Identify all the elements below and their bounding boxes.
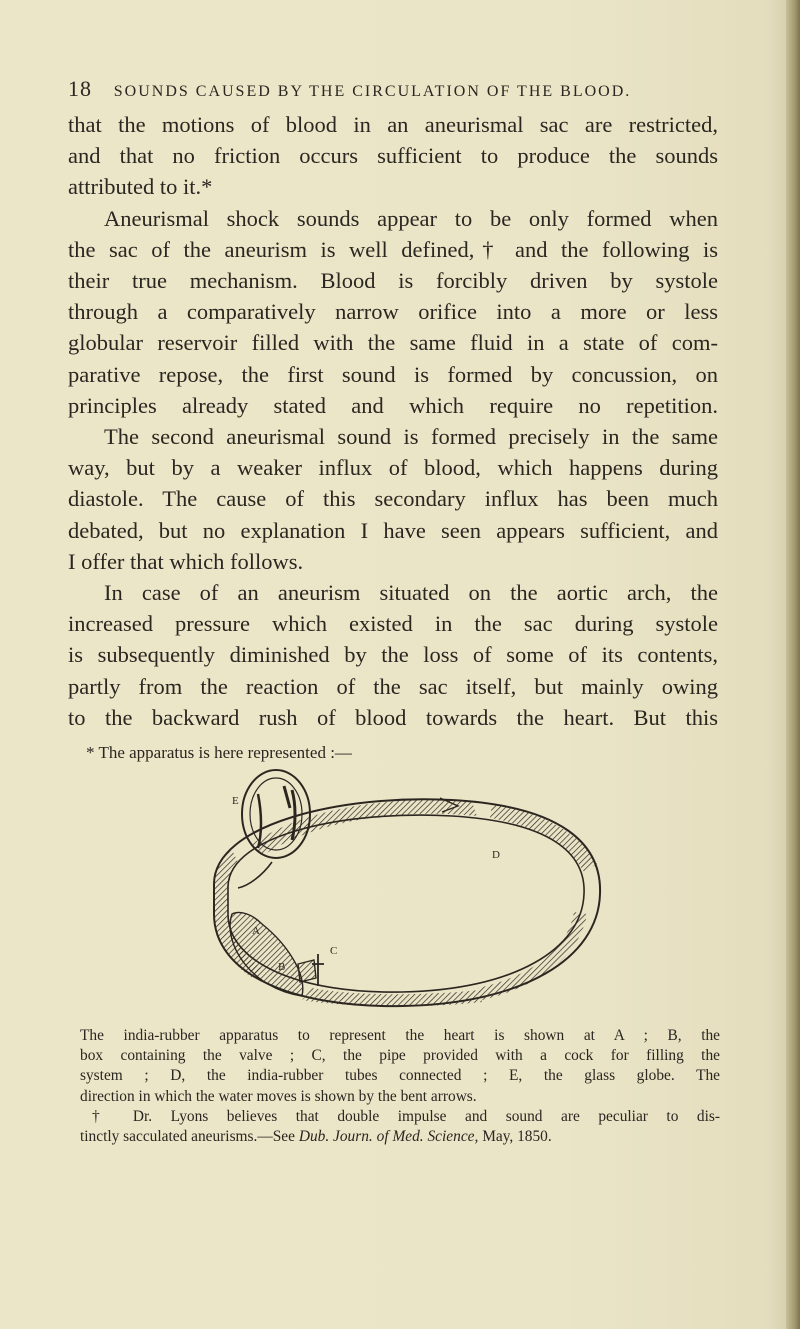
heart-apparatus (230, 912, 303, 996)
body-line: attributed to it.* (68, 174, 213, 200)
body-line: partly from the reaction of the sac itself, but mainly owing (68, 673, 718, 699)
body-line: principles already stated and which require no repetition. (68, 392, 718, 418)
body-line: way, but by a weaker influx of blood, which happens during (68, 455, 718, 481)
figure-label: E (232, 795, 239, 807)
body-line: their true mechanism. Blood is forcibly driven by systole (68, 268, 718, 294)
body-line: through a comparatively narrow orifice into a more or less (68, 299, 718, 325)
caption-line: direction in which the water moves is shown by the bent arrows. (80, 1087, 477, 1105)
body-line: I offer that which follows. (68, 548, 304, 574)
figure-label: C (330, 945, 338, 957)
footnote-text: tinctly sacculated aneurisms.—See (80, 1128, 299, 1146)
figure-label: D (492, 849, 500, 861)
body-line: and that no friction occurs sufficient to produce the sounds (68, 143, 718, 169)
footnote-line: † Dr. Lyons believes that double impulse and sound are peculiar to dis- (92, 1108, 720, 1125)
body-line: Aneurismal shock sounds appear to be only formed when (104, 205, 718, 231)
body-line: The second aneurismal sound is formed precisely in the same (104, 424, 718, 450)
body-line: diastole. The cause of this secondary influx has been much (68, 486, 718, 512)
body-line: to the backward rush of blood towards the heart. But this (68, 704, 718, 730)
body-line: debated, but no explanation I have seen appears sufficient, and (68, 517, 718, 543)
body-line: the sac of the aneurism is well defined,† and the following is (68, 236, 718, 262)
running-header (68, 76, 708, 102)
running-title: SOUNDS CAUSED BY THE CIRCULATION OF THE BLOOD. (113, 83, 632, 100)
caption-line: The india-rubber apparatus to represent the heart is shown at A ; B, the (80, 1027, 720, 1044)
body-line: is subsequently diminished by the loss of some of its contents, (68, 642, 718, 668)
figure-caption (80, 1026, 720, 1107)
journal-citation: Dub. Journ. of Med. Science, (298, 1128, 479, 1146)
body-text (68, 109, 718, 733)
footnote-line (80, 1127, 720, 1147)
page-edge (786, 0, 800, 1329)
footnote-text: May, 1850. (478, 1128, 552, 1146)
figure-label: B (278, 961, 286, 973)
footnote-dagger (80, 1107, 720, 1147)
body-line: globular reservoir filled with the same fluid in a state of com- (68, 330, 718, 356)
footnote-intro: * The apparatus is here represented :— (86, 743, 352, 762)
body-line: that the motions of blood in an aneurismal sac are restricted, (68, 112, 718, 137)
figure-label: A (252, 925, 260, 937)
apparatus-figure (192, 764, 612, 1014)
body-line: parative repose, the first sound is formed by concussion, on (68, 361, 718, 387)
caption-line: system ; D, the india-rubber tubes connected ; E, the glass globe. The (80, 1067, 720, 1085)
body-line: In case of an aneurism situated on the aortic arch, the (104, 580, 718, 606)
page-number: 18 (68, 76, 92, 101)
caption-line: box containing the valve ; C, the pipe provided with a cock for filling the (80, 1047, 720, 1065)
body-line: increased pressure which existed in the sac during systole (68, 611, 718, 637)
